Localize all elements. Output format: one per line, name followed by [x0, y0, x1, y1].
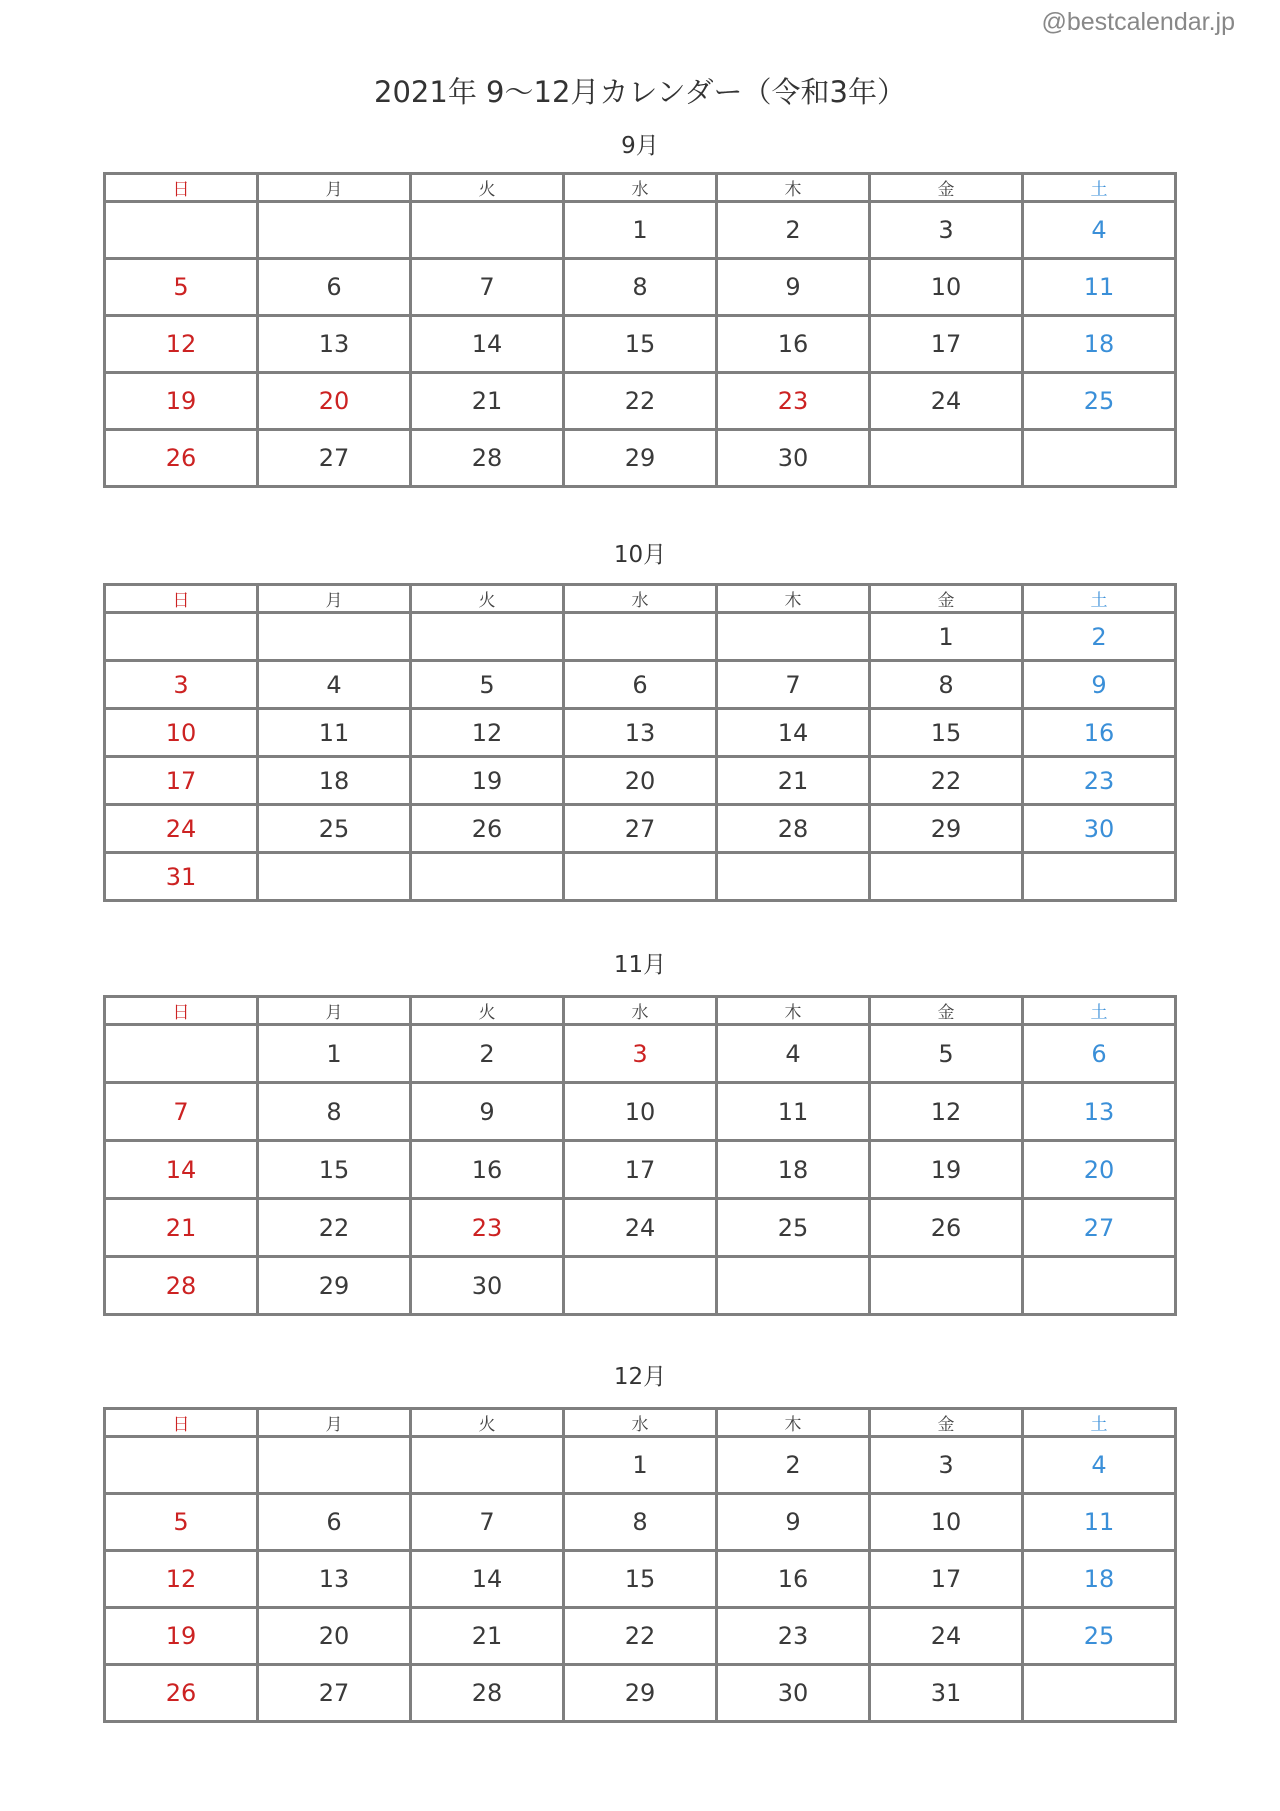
day-cell: 1 — [564, 1437, 717, 1494]
week-row — [105, 373, 1176, 430]
day-cell: 15 — [564, 316, 717, 373]
empty-day-cell — [105, 1437, 258, 1494]
week-row — [105, 1494, 1176, 1551]
day-cell: 28 — [411, 1665, 564, 1722]
day-cell: 16 — [1023, 709, 1176, 757]
week-row — [105, 613, 1176, 661]
day-cell: 27 — [258, 430, 411, 487]
weekday-header-wednesday: 水 — [564, 997, 717, 1025]
day-cell: 22 — [258, 1199, 411, 1257]
day-cell: 20 — [1023, 1141, 1176, 1199]
day-cell: 22 — [564, 1608, 717, 1665]
week-row — [105, 853, 1176, 901]
day-cell: 3 — [870, 1437, 1023, 1494]
month-label-september: 9月 — [621, 133, 659, 159]
day-cell: 27 — [564, 805, 717, 853]
day-cell: 26 — [105, 430, 258, 487]
weekday-header-wednesday: 水 — [564, 174, 717, 202]
week-row — [105, 1257, 1176, 1315]
calendar-september — [103, 172, 1177, 488]
empty-day-cell — [564, 1257, 717, 1315]
day-cell: 12 — [105, 316, 258, 373]
empty-day-cell — [564, 613, 717, 661]
weekday-header-sunday: 日 — [105, 1409, 258, 1437]
day-cell: 31 — [870, 1665, 1023, 1722]
weekday-header-row — [105, 1409, 1176, 1437]
empty-day-cell — [258, 853, 411, 901]
day-cell: 30 — [717, 430, 870, 487]
day-cell: 18 — [1023, 316, 1176, 373]
day-cell: 8 — [564, 1494, 717, 1551]
week-row — [105, 757, 1176, 805]
day-cell: 25 — [1023, 1608, 1176, 1665]
day-cell: 23 — [411, 1199, 564, 1257]
weekday-header-saturday: 土 — [1023, 997, 1176, 1025]
weekday-header-tuesday: 火 — [411, 585, 564, 613]
weekday-header-monday: 月 — [258, 1409, 411, 1437]
day-cell: 16 — [411, 1141, 564, 1199]
weekday-header-wednesday: 水 — [564, 585, 717, 613]
day-cell: 11 — [1023, 259, 1176, 316]
day-cell: 28 — [411, 430, 564, 487]
day-cell: 9 — [717, 259, 870, 316]
day-cell: 15 — [564, 1551, 717, 1608]
day-cell: 13 — [1023, 1083, 1176, 1141]
empty-day-cell — [564, 853, 717, 901]
day-cell: 5 — [105, 1494, 258, 1551]
week-row — [105, 1608, 1176, 1665]
page-title: 2021年 9〜12月カレンダー（令和3年） — [374, 75, 906, 109]
weekday-header-monday: 月 — [258, 997, 411, 1025]
day-cell: 26 — [105, 1665, 258, 1722]
day-cell: 3 — [105, 661, 258, 709]
day-cell: 7 — [717, 661, 870, 709]
day-cell: 21 — [105, 1199, 258, 1257]
site-watermark: @bestcalendar.jp — [1041, 8, 1235, 36]
weekday-header-row — [105, 585, 1176, 613]
weekday-header-tuesday: 火 — [411, 997, 564, 1025]
day-cell: 24 — [870, 1608, 1023, 1665]
week-row — [105, 661, 1176, 709]
day-cell: 9 — [411, 1083, 564, 1141]
empty-day-cell — [870, 1257, 1023, 1315]
week-row — [105, 1665, 1176, 1722]
week-row — [105, 1551, 1176, 1608]
day-cell: 6 — [258, 259, 411, 316]
day-cell: 5 — [870, 1025, 1023, 1083]
day-cell: 19 — [105, 1608, 258, 1665]
weekday-header-monday: 月 — [258, 174, 411, 202]
week-row — [105, 709, 1176, 757]
day-cell: 25 — [258, 805, 411, 853]
day-cell: 8 — [870, 661, 1023, 709]
weekday-header-monday: 月 — [258, 585, 411, 613]
empty-day-cell — [1023, 1665, 1176, 1722]
weekday-header-friday: 金 — [870, 997, 1023, 1025]
weekday-header-wednesday: 水 — [564, 1409, 717, 1437]
day-cell: 7 — [411, 259, 564, 316]
day-cell: 2 — [411, 1025, 564, 1083]
day-cell: 31 — [105, 853, 258, 901]
day-cell: 18 — [717, 1141, 870, 1199]
day-cell: 25 — [1023, 373, 1176, 430]
day-cell: 11 — [1023, 1494, 1176, 1551]
day-cell: 4 — [1023, 1437, 1176, 1494]
day-cell: 6 — [258, 1494, 411, 1551]
day-cell: 8 — [564, 259, 717, 316]
day-cell: 11 — [258, 709, 411, 757]
day-cell: 6 — [564, 661, 717, 709]
day-cell: 10 — [870, 1494, 1023, 1551]
weekday-header-tuesday: 火 — [411, 1409, 564, 1437]
weekday-header-thursday: 木 — [717, 997, 870, 1025]
calendar-october — [103, 583, 1177, 902]
empty-day-cell — [105, 1025, 258, 1083]
day-cell: 18 — [1023, 1551, 1176, 1608]
day-cell: 1 — [258, 1025, 411, 1083]
day-cell: 3 — [564, 1025, 717, 1083]
day-cell: 3 — [870, 202, 1023, 259]
day-cell: 19 — [870, 1141, 1023, 1199]
day-cell: 1 — [870, 613, 1023, 661]
week-row — [105, 1199, 1176, 1257]
day-cell: 28 — [717, 805, 870, 853]
day-cell: 10 — [105, 709, 258, 757]
day-cell: 12 — [411, 709, 564, 757]
empty-day-cell — [258, 202, 411, 259]
day-cell: 26 — [870, 1199, 1023, 1257]
empty-day-cell — [1023, 1257, 1176, 1315]
week-row — [105, 1025, 1176, 1083]
day-cell: 22 — [564, 373, 717, 430]
day-cell: 18 — [258, 757, 411, 805]
empty-day-cell — [411, 613, 564, 661]
week-row — [105, 202, 1176, 259]
day-cell: 19 — [105, 373, 258, 430]
empty-day-cell — [870, 853, 1023, 901]
month-label-november: 11月 — [613, 952, 667, 978]
weekday-header-thursday: 木 — [717, 174, 870, 202]
day-cell: 23 — [717, 373, 870, 430]
day-cell: 13 — [258, 316, 411, 373]
weekday-header-sunday: 日 — [105, 585, 258, 613]
weekday-header-saturday: 土 — [1023, 174, 1176, 202]
day-cell: 7 — [411, 1494, 564, 1551]
day-cell: 30 — [717, 1665, 870, 1722]
day-cell: 28 — [105, 1257, 258, 1315]
day-cell: 27 — [1023, 1199, 1176, 1257]
day-cell: 24 — [870, 373, 1023, 430]
day-cell: 20 — [258, 1608, 411, 1665]
day-cell: 24 — [105, 805, 258, 853]
day-cell: 20 — [258, 373, 411, 430]
empty-day-cell — [717, 1257, 870, 1315]
day-cell: 14 — [717, 709, 870, 757]
day-cell: 30 — [1023, 805, 1176, 853]
day-cell: 2 — [1023, 613, 1176, 661]
day-cell: 10 — [564, 1083, 717, 1141]
month-label-october: 10月 — [613, 542, 667, 568]
day-cell: 21 — [411, 373, 564, 430]
day-cell: 17 — [870, 316, 1023, 373]
empty-day-cell — [717, 613, 870, 661]
day-cell: 4 — [1023, 202, 1176, 259]
day-cell: 30 — [411, 1257, 564, 1315]
week-row — [105, 1437, 1176, 1494]
day-cell: 9 — [717, 1494, 870, 1551]
empty-day-cell — [258, 613, 411, 661]
week-row — [105, 1083, 1176, 1141]
day-cell: 14 — [411, 1551, 564, 1608]
day-cell: 17 — [564, 1141, 717, 1199]
week-row — [105, 1141, 1176, 1199]
day-cell: 17 — [105, 757, 258, 805]
weekday-header-row — [105, 997, 1176, 1025]
day-cell: 14 — [411, 316, 564, 373]
day-cell: 12 — [105, 1551, 258, 1608]
day-cell: 29 — [564, 1665, 717, 1722]
weekday-header-thursday: 木 — [717, 1409, 870, 1437]
weekday-header-friday: 金 — [870, 1409, 1023, 1437]
empty-day-cell — [411, 853, 564, 901]
day-cell: 4 — [258, 661, 411, 709]
day-cell: 23 — [1023, 757, 1176, 805]
weekday-header-friday: 金 — [870, 585, 1023, 613]
empty-day-cell — [1023, 853, 1176, 901]
day-cell: 17 — [870, 1551, 1023, 1608]
day-cell: 5 — [105, 259, 258, 316]
calendar-november — [103, 995, 1177, 1316]
day-cell: 26 — [411, 805, 564, 853]
day-cell: 16 — [717, 316, 870, 373]
day-cell: 27 — [258, 1665, 411, 1722]
day-cell: 4 — [717, 1025, 870, 1083]
empty-day-cell — [870, 430, 1023, 487]
weekday-header-row — [105, 174, 1176, 202]
day-cell: 8 — [258, 1083, 411, 1141]
day-cell: 21 — [411, 1608, 564, 1665]
empty-day-cell — [105, 613, 258, 661]
day-cell: 2 — [717, 1437, 870, 1494]
week-row — [105, 259, 1176, 316]
weekday-header-friday: 金 — [870, 174, 1023, 202]
day-cell: 10 — [870, 259, 1023, 316]
day-cell: 15 — [258, 1141, 411, 1199]
weekday-header-thursday: 木 — [717, 585, 870, 613]
empty-day-cell — [1023, 430, 1176, 487]
weekday-header-sunday: 日 — [105, 174, 258, 202]
day-cell: 9 — [1023, 661, 1176, 709]
day-cell: 2 — [717, 202, 870, 259]
day-cell: 21 — [717, 757, 870, 805]
day-cell: 29 — [870, 805, 1023, 853]
weekday-header-saturday: 土 — [1023, 1409, 1176, 1437]
day-cell: 11 — [717, 1083, 870, 1141]
day-cell: 22 — [870, 757, 1023, 805]
day-cell: 15 — [870, 709, 1023, 757]
weekday-header-saturday: 土 — [1023, 585, 1176, 613]
day-cell: 23 — [717, 1608, 870, 1665]
day-cell: 16 — [717, 1551, 870, 1608]
day-cell: 20 — [564, 757, 717, 805]
day-cell: 1 — [564, 202, 717, 259]
day-cell: 25 — [717, 1199, 870, 1257]
day-cell: 13 — [564, 709, 717, 757]
day-cell: 13 — [258, 1551, 411, 1608]
day-cell: 29 — [258, 1257, 411, 1315]
calendar-december — [103, 1407, 1177, 1723]
empty-day-cell — [411, 1437, 564, 1494]
day-cell: 14 — [105, 1141, 258, 1199]
empty-day-cell — [105, 202, 258, 259]
day-cell: 12 — [870, 1083, 1023, 1141]
empty-day-cell — [411, 202, 564, 259]
day-cell: 6 — [1023, 1025, 1176, 1083]
day-cell: 5 — [411, 661, 564, 709]
weekday-header-sunday: 日 — [105, 997, 258, 1025]
empty-day-cell — [258, 1437, 411, 1494]
day-cell: 29 — [564, 430, 717, 487]
week-row — [105, 430, 1176, 487]
day-cell: 24 — [564, 1199, 717, 1257]
day-cell: 7 — [105, 1083, 258, 1141]
month-label-december: 12月 — [613, 1364, 667, 1390]
week-row — [105, 805, 1176, 853]
empty-day-cell — [717, 853, 870, 901]
week-row — [105, 316, 1176, 373]
weekday-header-tuesday: 火 — [411, 174, 564, 202]
day-cell: 19 — [411, 757, 564, 805]
